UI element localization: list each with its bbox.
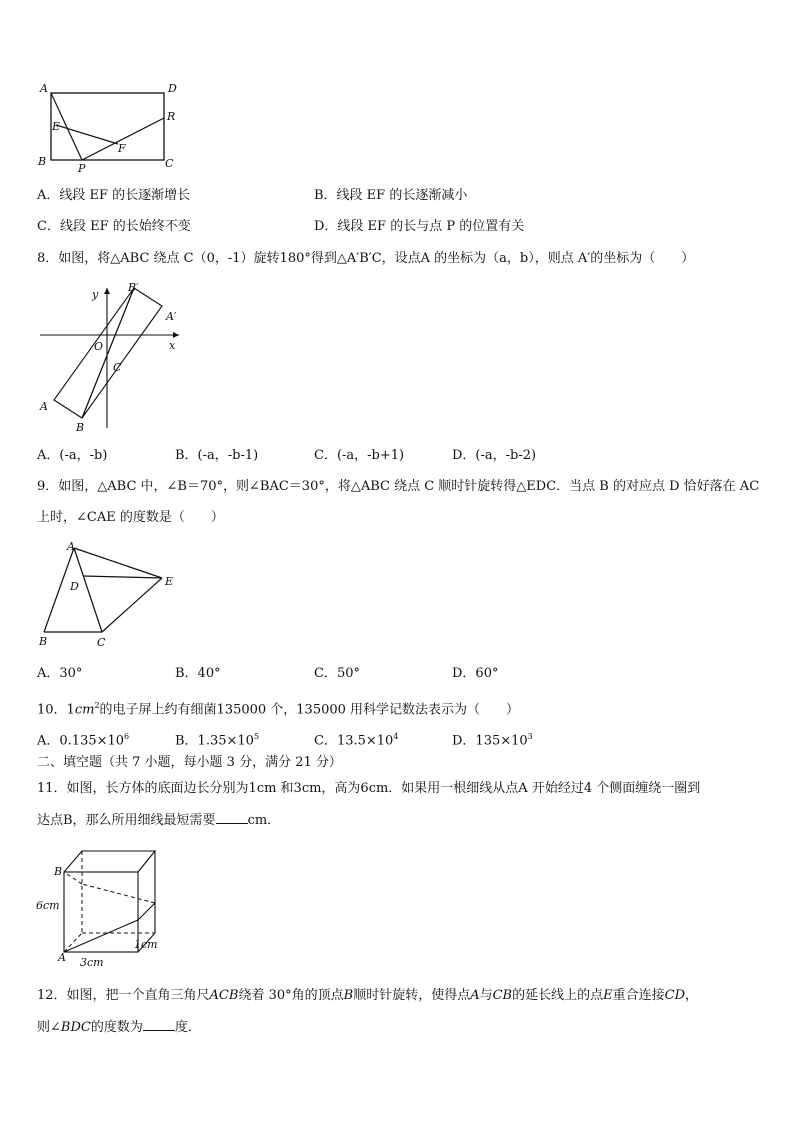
q7-label-R: R: [167, 110, 176, 123]
q10-option-d-exp: 3: [527, 732, 533, 741]
q9-option-d: D．60°: [452, 666, 499, 681]
q10-option-a-exp: 6: [124, 732, 130, 741]
q9-label-C: C: [97, 636, 106, 649]
q8-label-y: y: [92, 288, 99, 301]
q10-option-b-exp: 5: [253, 732, 260, 741]
q8-figure: [34, 278, 184, 438]
q9-label-E: E: [165, 575, 174, 588]
q10-option-a: [37, 728, 129, 750]
q7-option-b: B．线段 EF 的长逐渐减小: [314, 188, 468, 203]
q11-line2-suffix: cm．: [247, 813, 281, 828]
q12-text-2: 绕着 30°角的顶点: [238, 988, 344, 1003]
q10-unit-sup: 2: [94, 701, 100, 710]
q7-label-C: C: [165, 157, 174, 170]
q12-var-BDC: BDC: [60, 1020, 91, 1035]
q11-label-B: B: [54, 865, 63, 878]
q12-var-ACB: ACB: [209, 988, 239, 1003]
q12-var-E: E: [603, 988, 613, 1003]
q12-text-3: 顺时针旋转，使得点: [353, 988, 471, 1003]
q12-text-1: 12．如图，把一个直角三角尺: [37, 988, 210, 1003]
q10-option-a-base: A．0.135×10: [37, 733, 125, 749]
q11-label-3cm: 3cm: [80, 956, 104, 969]
q7-label-E: E: [52, 120, 61, 133]
q9-option-a: A．30°: [37, 666, 83, 681]
section-heading: 二、填空题（共 7 小题，每小题 3 分，满分 21 分）: [37, 755, 342, 770]
q8-label-B: B: [76, 421, 85, 434]
q9-option-c: C．50°: [314, 666, 360, 681]
q11-question-line2: [37, 811, 280, 830]
q8-label-B-prime: B′: [128, 281, 139, 294]
q11-question-line1: 11．如图，长方体的底面边长分别为1cm 和3cm，高为6cm．如果用一根细线从点A 开始经过4 个侧面缠绕一圈到: [37, 781, 701, 796]
q10-unit: cm: [74, 702, 95, 718]
q11-figure: [34, 845, 164, 970]
q11-label-A: A: [58, 951, 66, 964]
q9-label-D: D: [70, 580, 79, 593]
q8-label-A-prime: A′: [166, 310, 177, 323]
q9-label-A: A: [67, 540, 75, 553]
q10-option-d: [452, 728, 533, 750]
q8-option-b: B．(-a，-b-1): [175, 448, 259, 463]
q12-var-A: A: [470, 988, 480, 1003]
q10-option-d-base: D．135×10: [452, 733, 528, 749]
q10-option-c: [314, 728, 398, 750]
q7-option-a: A．线段 EF 的长逐渐增长: [37, 188, 191, 203]
q12-text-7: ，: [685, 988, 699, 1003]
q12-text-10: 度．: [174, 1020, 201, 1035]
q10-prefix: 10．1: [37, 702, 75, 718]
q9-question-line1: 9．如图，△ABC 中，∠B＝70°，则∠BAC＝30°，将△ABC 绕点 C 顺时针旋转得△EDC．当点 B 的对应点 D 恰好落在 AC: [37, 479, 760, 494]
q8-question: 8．如图，将△ABC 绕点 C（0，-1）旋转180°得到△A′B′C，设点A 的坐标为（a，b），则点 A′的坐标为（ ）: [37, 251, 695, 266]
q12-question-line2: [37, 1018, 201, 1037]
q9-option-b: B．40°: [175, 666, 221, 681]
q7-label-P: P: [78, 162, 86, 175]
q10-suffix: 的电子屏上约有细菌135000 个，135000 用科学记数法表示为（ ）: [99, 702, 520, 718]
q7-option-c: C．线段 EF 的长始终不变: [37, 219, 191, 234]
q10-question: [37, 697, 519, 719]
q7-option-d: D．线段 EF 的长与点 P 的位置有关: [314, 219, 525, 234]
q10-option-c-base: C．13.5×10: [314, 733, 394, 749]
q9-question-line2: 上时，∠CAE 的度数是（ ）: [37, 510, 224, 525]
q10-option-c-exp: 4: [393, 732, 399, 741]
q7-label-F: F: [118, 142, 126, 155]
q12-text-8: 则∠: [37, 1020, 61, 1035]
q8-label-O: O: [94, 340, 104, 353]
q7-label-D: D: [168, 82, 177, 95]
q11-label-1cm: 1cm: [134, 938, 158, 951]
q9-label-B: B: [39, 635, 48, 648]
q8-label-A: A: [40, 400, 48, 413]
q7-figure: [34, 80, 184, 175]
q11-label-6cm: 6cm: [36, 899, 60, 912]
q10-option-b: [175, 728, 259, 750]
q12-text-5: 的延长线上的点: [512, 988, 604, 1003]
q8-label-C: C: [113, 361, 122, 374]
q12-text-6: 重合连接: [612, 988, 665, 1003]
q12-var-CB: CB: [492, 988, 513, 1003]
q8-option-d: D．(-a，-b-2): [452, 448, 537, 463]
q10-option-b-base: B．1.35×10: [175, 733, 254, 749]
q11-answer-blank: [216, 811, 248, 824]
q12-var-CD: CD: [664, 988, 686, 1003]
q12-answer-blank: [143, 1018, 175, 1031]
q12-text-4: 与: [479, 988, 493, 1003]
q8-option-a: A．(-a，-b): [37, 448, 108, 463]
q11-line2-prefix: 达点B，那么所用细线最短需要: [37, 813, 216, 828]
q12-text-9: 的度数为: [90, 1020, 143, 1035]
q8-label-x: x: [169, 339, 176, 352]
q12-question-line1: [37, 987, 698, 1005]
q12-var-B: B: [343, 988, 354, 1003]
q8-option-c: C．(-a，-b+1): [314, 448, 405, 463]
q7-label-A: A: [40, 82, 48, 95]
q9-figure: [34, 540, 184, 650]
q7-label-B: B: [38, 155, 47, 168]
